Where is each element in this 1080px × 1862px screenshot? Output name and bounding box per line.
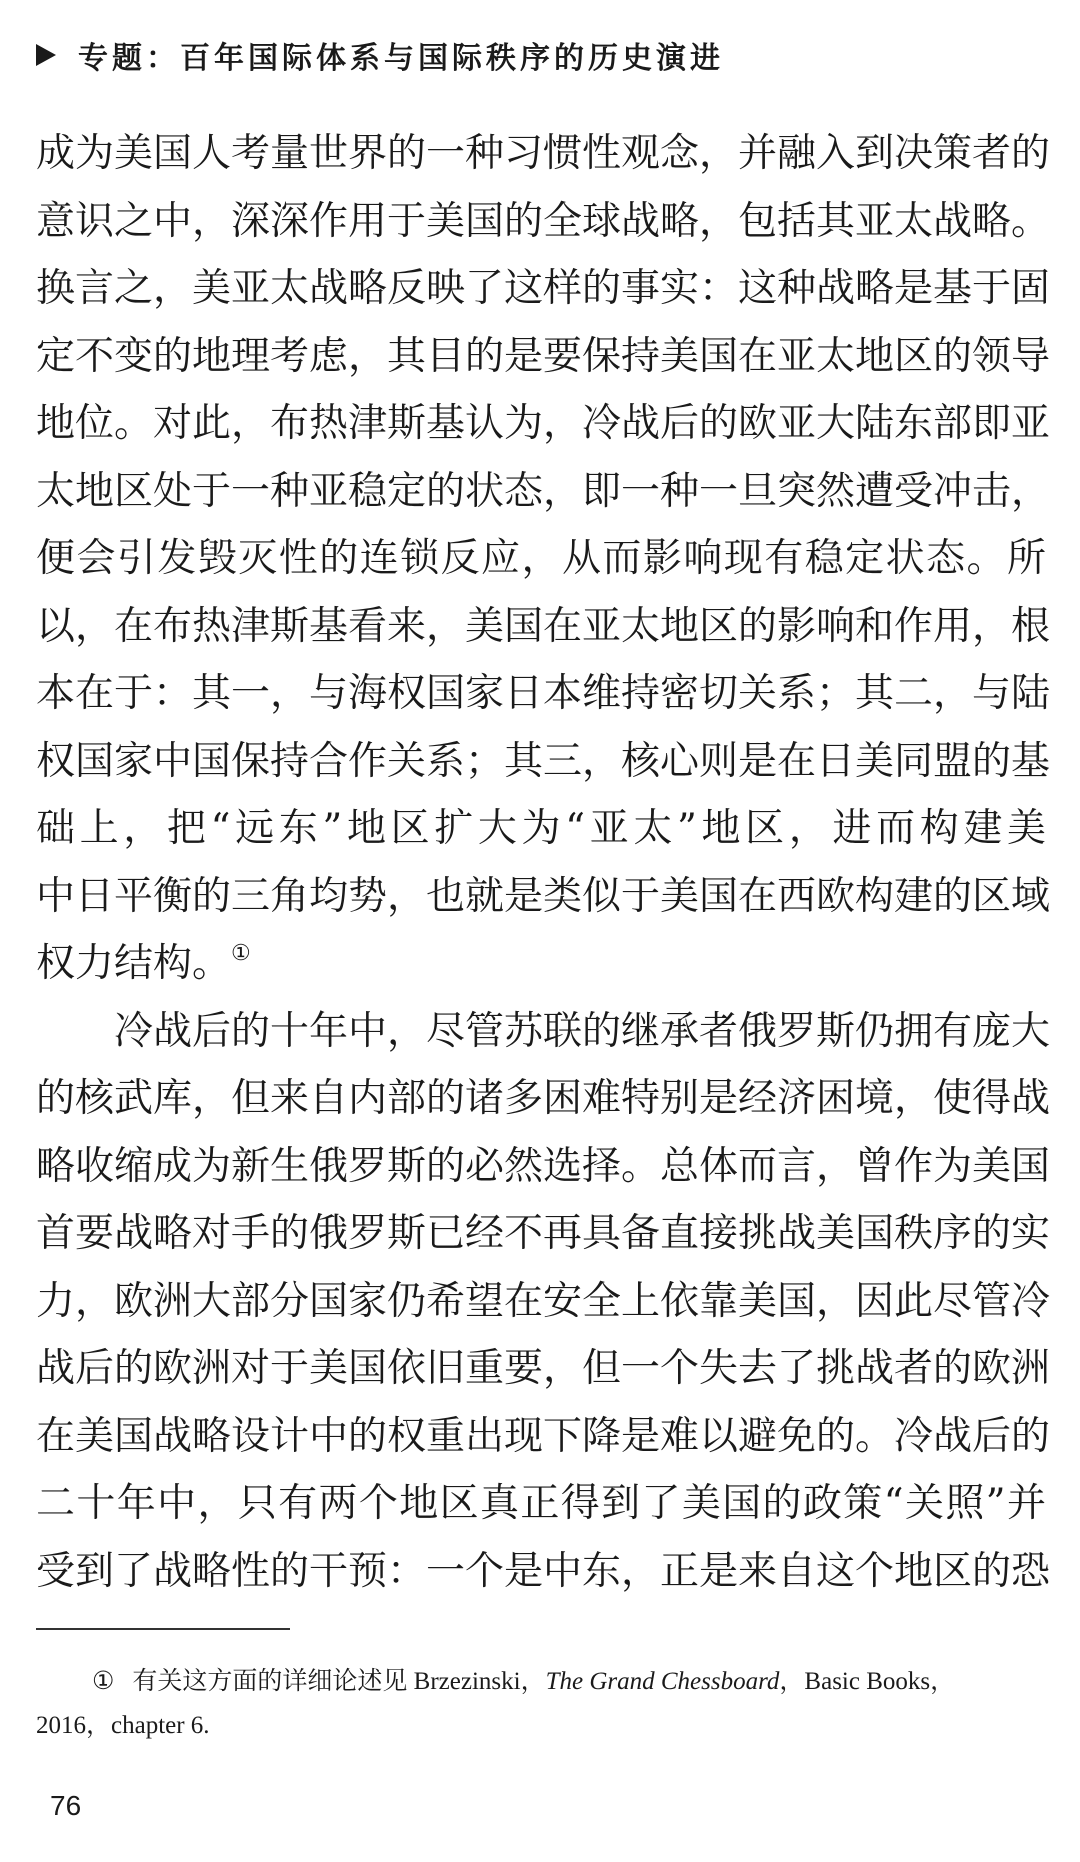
footnote-text-before: 有关这方面的详细论述见 Brzezinski，: [132, 1668, 546, 1695]
body-line: 力，欧洲大部分国家仍希望在安全上依靠美国，因此尽管冷: [36, 1278, 1051, 1324]
body-line: 首要战略对手的俄罗斯已经不再具备直接挑战美国秩序的实: [36, 1211, 1051, 1256]
body-line-text: 权力结构。: [36, 941, 232, 986]
triangle-marker-icon: [36, 44, 56, 66]
body-line: 础上，把“远东”地区扩大为“亚太”地区，进而构建美: [36, 806, 1046, 851]
footnote-line-2: 2016，chapter 6.: [36, 1712, 210, 1739]
body-text: [36, 120, 1051, 1605]
body-line: 成为美国人考量世界的一种习惯性观念，并融入到决策者的: [36, 131, 1051, 176]
body-line: 略收缩成为新生俄罗斯的必然选择。总体而言，曾作为美国: [36, 1143, 1051, 1189]
body-line: 换言之，美亚太战略反映了这样的事实：这种战略是基于固: [36, 266, 1051, 311]
body-line: 意识之中，深深作用于美国的全球战略，包括其亚太战略。: [36, 198, 1051, 244]
body-line: 受到了战略性的干预：一个是中东，正是来自这个地区的恐: [36, 1548, 1051, 1594]
body-line: 在美国战略设计中的权重出现下降是难以避免的。冷战后的: [36, 1413, 1051, 1459]
footnote-book-title: The Grand Chessboard: [545, 1668, 780, 1695]
footnote-text-after: ，Basic Books，: [779, 1668, 956, 1695]
body-line: 二十年中，只有两个地区真正得到了美国的政策“关照”并: [36, 1481, 1046, 1526]
body-line: 本在于：其一，与海权国家日本维持密切关系；其二，与陆: [36, 671, 1051, 716]
footnote-reference[interactable]: ①: [231, 941, 251, 966]
body-line: 的核武库，但来自内部的诸多困难特别是经济困境，使得战: [36, 1076, 1051, 1121]
body-line: 定不变的地理考虑，其目的是要保持美国在亚太地区的领导: [36, 333, 1051, 379]
body-line: 权国家中国保持合作关系；其三，核心则是在日美同盟的基: [36, 738, 1051, 784]
body-line: 太地区处于一种亚稳定的状态，即一种一旦突然遭受冲击，: [36, 468, 1051, 514]
footnote-divider: [36, 1628, 290, 1630]
body-line: 便会引发毁灭性的连锁反应，从而影响现有稳定状态。所: [36, 536, 1046, 581]
footnote: [36, 1660, 1046, 1748]
body-line: 中日平衡的三角均势，也就是类似于美国在西欧构建的区域: [36, 873, 1051, 919]
body-line: 地位。对此，布热津斯基认为，冷战后的欧亚大陆东部即亚: [36, 401, 1051, 446]
body-line-paragraph-start: 冷战后的十年中，尽管苏联的继承者俄罗斯仍拥有庞大: [114, 1008, 1051, 1054]
body-line-paragraph-end: [36, 930, 1046, 998]
footnote-marker: ①: [92, 1668, 115, 1695]
body-line: 以，在布热津斯基看来，美国在亚太地区的影响和作用，根: [36, 603, 1051, 649]
header-title: 专题：百年国际体系与国际秩序的历史演进: [78, 41, 724, 76]
footnote-line-1: [36, 1660, 1046, 1704]
body-line: 战后的欧洲对于美国依旧重要，但一个失去了挑战者的欧洲: [36, 1346, 1051, 1391]
page-number: 76: [50, 1790, 82, 1821]
running-header: [36, 30, 724, 80]
